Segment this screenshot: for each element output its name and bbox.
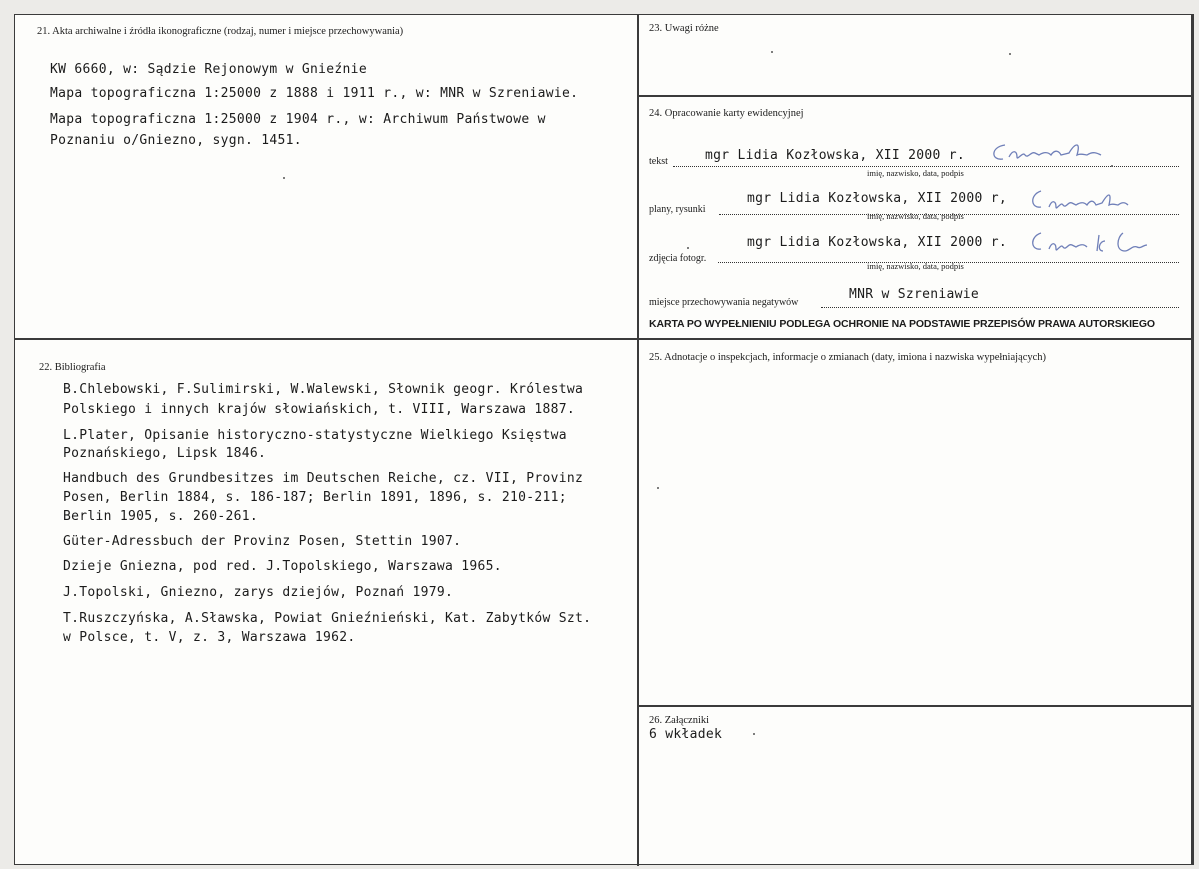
bibliography-line: J.Topolski, Gniezno, zarys dziejów, Poznań 1979. xyxy=(63,585,454,600)
column-divider xyxy=(637,15,639,866)
bibliography-line: Güter-Adressbuch der Provinz Posen, Stettin 1907. xyxy=(63,534,462,549)
section-24-heading: 24. Opracowanie karty ewidencyjnej xyxy=(649,108,804,119)
speck xyxy=(1009,53,1011,55)
speck xyxy=(771,51,773,53)
speck xyxy=(687,247,689,249)
bibliography-line: Dzieje Gniezna, pod red. J.Topolskiego, Warszawa 1965. xyxy=(63,559,502,574)
signature-icon xyxy=(1027,185,1137,215)
photos-author-value: mgr Lidia Kozłowska, XII 2000 r. xyxy=(747,235,1008,250)
copyright-notice: KARTA PO WYPEŁNIENIU PODLEGA OCHRONIE NA PODSTAWIE PRZEPISÓW PRAWA AUTORSKIEGO xyxy=(649,318,1155,330)
signature-icon xyxy=(985,135,1125,165)
bibliography-line: T.Ruszczyńska, A.Sławska, Powiat Gnieźnieński, Kat. Zabytków Szt. xyxy=(63,611,592,626)
field-caption: imię, nazwisko, data, podpis xyxy=(867,261,964,271)
text-author-value: mgr Lidia Kozłowska, XII 2000 r. xyxy=(705,148,966,163)
bibliography-line: Handbuch des Grundbesitzes im Deutschen Reiche, cz. VII, Provinz xyxy=(63,471,584,486)
archive-line: Mapa topograficzna 1:25000 z 1904 r., w: Archiwum Państwowe w xyxy=(50,112,546,127)
section-22-heading: 22. Bibliografia xyxy=(39,362,106,373)
field-caption: imię, nazwisko, data, podpis xyxy=(867,211,964,221)
speck xyxy=(283,177,285,179)
signature-icon xyxy=(1027,227,1157,257)
photos-author-label: zdjęcia fotogr. xyxy=(649,253,707,264)
archive-line: KW 6660, w: Sądzie Rejonowym w Gnieźnie xyxy=(50,62,367,77)
section-25-heading: 25. Adnotacje o inspekcjach, informacje o zmianach (daty, imiona i nazwiska wypełniających) xyxy=(649,352,1047,363)
section-26-heading: 26. Załączniki xyxy=(649,715,710,726)
negatives-value: MNR w Szreniawie xyxy=(849,287,980,302)
negatives-label: miejsce przechowywania negatywów xyxy=(649,297,799,308)
text-author-label: tekst xyxy=(649,156,668,167)
plans-author-label: plany, rysunki xyxy=(649,204,706,215)
record-card xyxy=(14,14,1194,865)
speck xyxy=(1111,165,1113,167)
archive-line: Mapa topograficzna 1:25000 z 1888 i 1911 r., w: MNR w Szreniawie. xyxy=(50,86,579,101)
bibliography-line: L.Plater, Opisanie historyczno-statystyczne Wielkiego Księstwa xyxy=(63,428,567,443)
speck xyxy=(753,733,755,735)
dotted-line xyxy=(673,166,1179,167)
speck xyxy=(657,487,659,489)
bibliography-line: w Polsce, t. V, z. 3, Warszawa 1962. xyxy=(63,630,356,645)
field-caption: imię, nazwisko, data, podpis xyxy=(867,168,964,178)
section-21-heading: 21. Akta archiwalne i źródła ikonograficzne (rodzaj, numer i miejsce przechowywania) xyxy=(37,26,404,37)
archive-line: Poznaniu o/Gniezno, sygn. 1451. xyxy=(50,133,302,148)
row-divider-25-26 xyxy=(638,705,1193,707)
dotted-line xyxy=(821,307,1179,308)
bibliography-line: Poznańskiego, Lipsk 1846. xyxy=(63,446,267,461)
bibliography-line: Berlin 1905, s. 260-261. xyxy=(63,509,259,524)
bibliography-line: Polskiego i innych krajów słowiańskich, t. VIII, Warszawa 1887. xyxy=(63,402,575,417)
section-23-heading: 23. Uwagi różne xyxy=(649,23,719,34)
bibliography-line: Posen, Berlin 1884, s. 186-187; Berlin 1891, 1896, s. 210-211; xyxy=(63,490,567,505)
attachments-value: 6 wkładek xyxy=(649,727,723,742)
plans-author-value: mgr Lidia Kozłowska, XII 2000 r, xyxy=(747,191,1008,206)
bibliography-line: B.Chlebowski, F.Sulimirski, W.Walewski, Słownik geogr. Królestwa xyxy=(63,382,584,397)
row-divider-24-25 xyxy=(638,338,1193,340)
row-divider-left xyxy=(15,338,638,340)
row-divider-23-24 xyxy=(638,95,1193,97)
